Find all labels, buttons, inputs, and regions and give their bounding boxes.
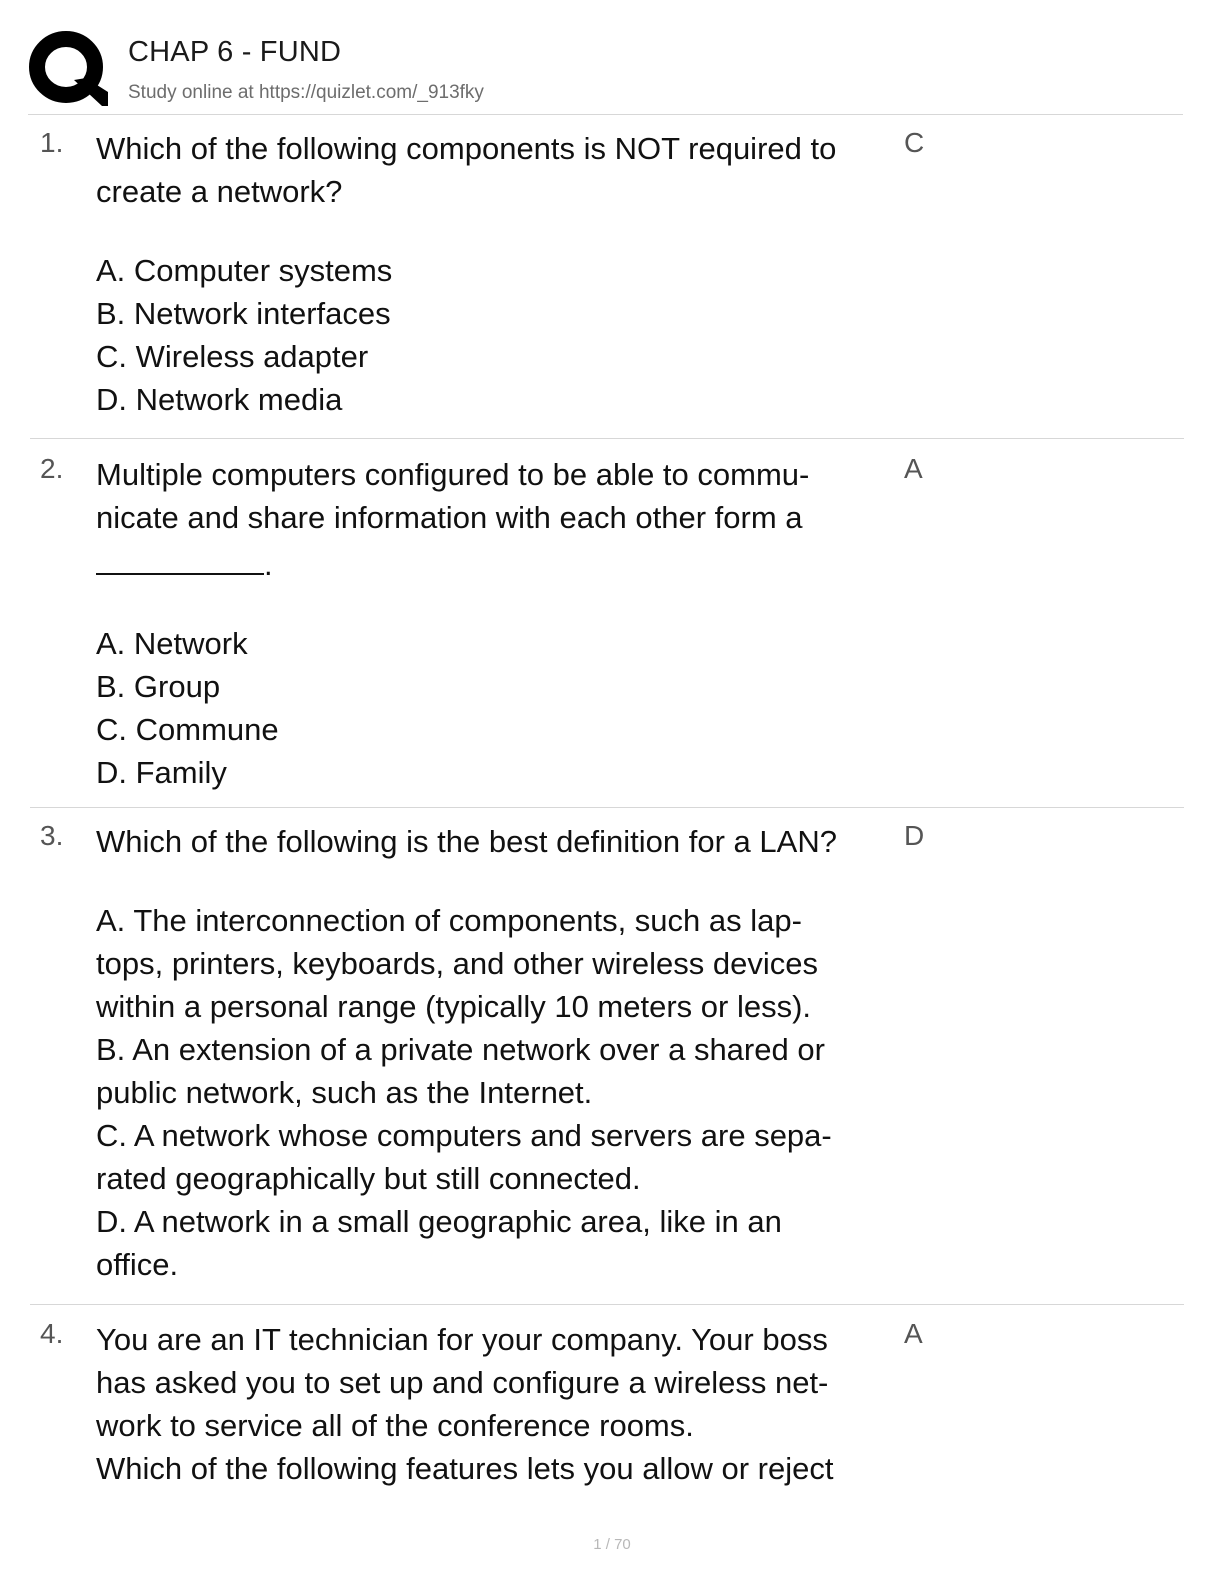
answer-option: B. An extension of a private network over a shared or <box>96 1032 825 1067</box>
answer-key: C <box>904 127 925 158</box>
blank-suffix: . <box>264 547 273 582</box>
prompt-line: Multiple computers configured to be able to commu- <box>96 457 810 492</box>
question-number: 1. <box>40 127 64 158</box>
prompt-line: Which of the following features lets you allow or reject <box>96 1451 834 1486</box>
question-number: 2. <box>40 453 64 484</box>
question-divider <box>30 807 1184 808</box>
answer-key: A <box>904 453 923 484</box>
answer-option: A. Network <box>96 626 248 661</box>
answer-option: rated geographically but still connected. <box>96 1161 641 1196</box>
fill-in-blank <box>96 543 896 586</box>
answer-option: B. Network interfaces <box>96 296 391 331</box>
study-online-link[interactable]: Study online at https://quizlet.com/_913fky <box>128 82 484 103</box>
prompt-line: nicate and share information with each other form a <box>96 500 803 535</box>
prompt-line: You are an IT technician for your company. Your boss <box>96 1322 828 1357</box>
answer-key: A <box>904 1318 923 1349</box>
page-number: 1 / 70 <box>593 1536 631 1553</box>
question-divider <box>30 1304 1184 1305</box>
answer-option: A. Computer systems <box>96 253 393 288</box>
answer-option: D. A network in a small geographic area, like in an <box>96 1204 782 1239</box>
prompt-line: Which of the following is the best definition for a LAN? <box>96 824 837 859</box>
question-text <box>96 820 896 1286</box>
answer-option: tops, printers, keyboards, and other wireless devices <box>96 946 818 981</box>
answer-option: D. Family <box>96 755 227 790</box>
question-number: 4. <box>40 1318 64 1349</box>
page-title: CHAP 6 - FUND <box>128 36 342 68</box>
question-text <box>96 453 896 794</box>
answer-option: C. A network whose computers and servers are sepa- <box>96 1118 832 1153</box>
page-header <box>28 30 1188 114</box>
answer-option: within a personal range (typically 10 meters or less). <box>96 989 812 1024</box>
header-divider <box>28 114 1183 115</box>
prompt-line: has asked you to set up and configure a wireless net- <box>96 1365 829 1400</box>
blank-line <box>96 543 264 575</box>
question-number: 3. <box>40 820 64 851</box>
answer-option: B. Group <box>96 669 221 704</box>
prompt-line: work to service all of the conference rooms. <box>96 1408 694 1443</box>
question-divider <box>30 438 1184 439</box>
question-text <box>96 127 896 421</box>
question-text <box>96 1318 896 1490</box>
quizlet-logo-icon <box>28 30 108 110</box>
answer-key: D <box>904 820 925 851</box>
answer-option: public network, such as the Internet. <box>96 1075 593 1110</box>
answer-option: D. Network media <box>96 382 343 417</box>
prompt-line: create a network? <box>96 174 343 209</box>
answer-option: C. Wireless adapter <box>96 339 369 374</box>
prompt-line: Which of the following components is NOT required to <box>96 131 837 166</box>
answer-option: office. <box>96 1247 179 1282</box>
answer-option: C. Commune <box>96 712 279 747</box>
answer-option: A. The interconnection of components, such as lap- <box>96 903 802 938</box>
